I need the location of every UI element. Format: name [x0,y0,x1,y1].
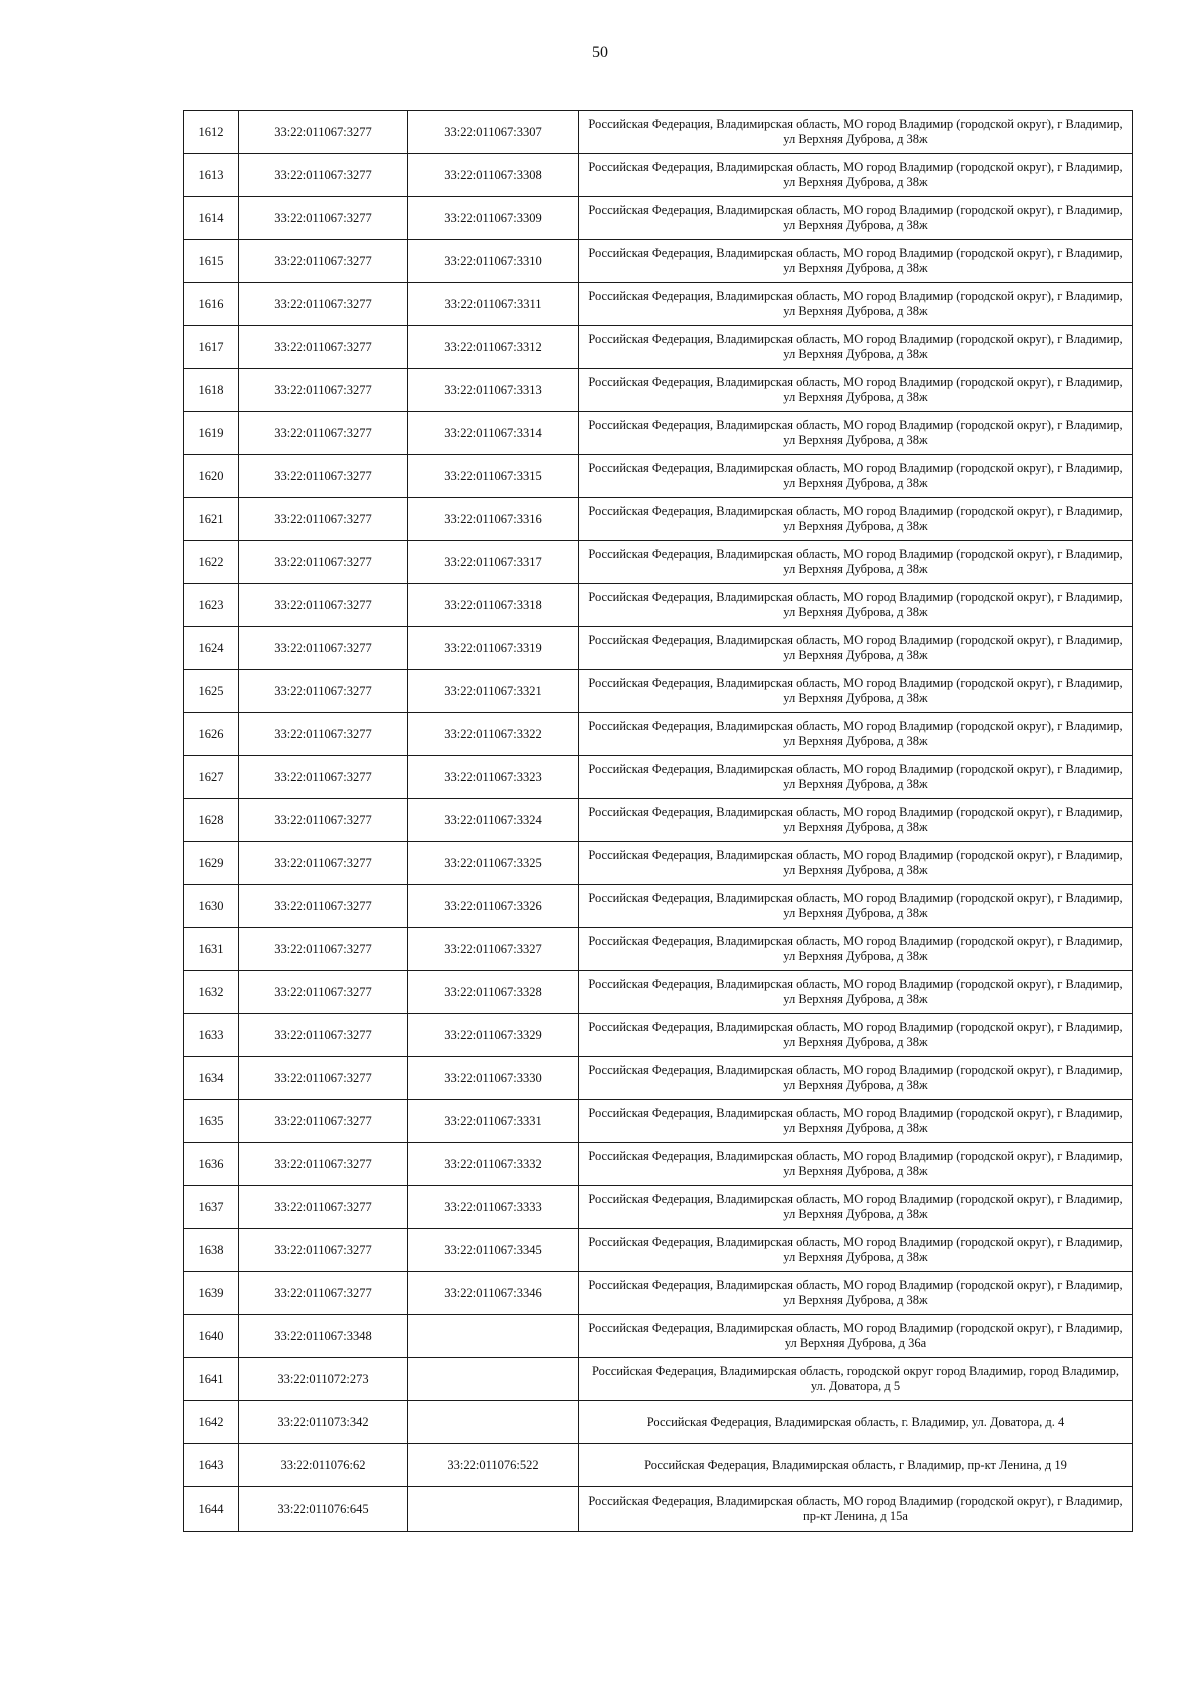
table-row [184,1100,1133,1143]
address-cell: Российская Федерация, Владимирская область, МО город Владимир (городской округ), г Владимир, ул Верхняя Дуброва, д 38ж [579,197,1133,240]
related-cadastral-number-cell [408,1358,579,1401]
cadastral-number-cell: 33:22:011067:3277 [239,455,408,498]
address-cell: Российская Федерация, Владимирская область, МО город Владимир (городской округ), г Владимир, ул Верхняя Дуброва, д 38ж [579,1143,1133,1186]
related-cadastral-number-cell: 33:22:011067:3327 [408,928,579,971]
row-number-cell: 1641 [184,1358,239,1401]
row-number-cell: 1621 [184,498,239,541]
related-cadastral-number-cell: 33:22:011067:3324 [408,799,579,842]
address-cell: Российская Федерация, Владимирская область, г. Владимир, ул. Доватора, д. 4 [579,1401,1133,1444]
related-cadastral-number-cell: 33:22:011067:3310 [408,240,579,283]
related-cadastral-number-cell: 33:22:011067:3309 [408,197,579,240]
row-number-cell: 1613 [184,154,239,197]
row-number-cell: 1616 [184,283,239,326]
row-number-cell: 1623 [184,584,239,627]
related-cadastral-number-cell: 33:22:011067:3313 [408,369,579,412]
table-row [184,885,1133,928]
cadastral-number-cell: 33:22:011067:3277 [239,971,408,1014]
address-cell: Российская Федерация, Владимирская область, МО город Владимир (городской округ), г Владимир, ул Верхняя Дуброва, д 38ж [579,756,1133,799]
table-row [184,971,1133,1014]
address-cell: Российская Федерация, Владимирская область, МО город Владимир (городской округ), г Владимир, ул Верхняя Дуброва, д 38ж [579,455,1133,498]
address-cell: Российская Федерация, Владимирская область, городской округ город Владимир, город Владимир, ул. Доватора, д 5 [579,1358,1133,1401]
table-row [184,670,1133,713]
row-number-cell: 1630 [184,885,239,928]
table-row [184,154,1133,197]
related-cadastral-number-cell: 33:22:011067:3330 [408,1057,579,1100]
address-cell: Российская Федерация, Владимирская область, МО город Владимир (городской округ), г Владимир, ул Верхняя Дуброва, д 38ж [579,1272,1133,1315]
related-cadastral-number-cell [408,1487,579,1532]
related-cadastral-number-cell: 33:22:011067:3317 [408,541,579,584]
table-row [184,240,1133,283]
table-row [184,1444,1133,1487]
related-cadastral-number-cell: 33:22:011067:3331 [408,1100,579,1143]
related-cadastral-number-cell: 33:22:011067:3329 [408,1014,579,1057]
related-cadastral-number-cell: 33:22:011067:3326 [408,885,579,928]
table-row [184,1272,1133,1315]
row-number-cell: 1634 [184,1057,239,1100]
table-row [184,756,1133,799]
cadastral-number-cell: 33:22:011067:3277 [239,885,408,928]
address-cell: Российская Федерация, Владимирская область, МО город Владимир (городской округ), г Владимир, ул Верхняя Дуброва, д 38ж [579,1186,1133,1229]
row-number-cell: 1628 [184,799,239,842]
related-cadastral-number-cell: 33:22:011067:3332 [408,1143,579,1186]
related-cadastral-number-cell: 33:22:011067:3316 [408,498,579,541]
table-row [184,283,1133,326]
address-cell: Российская Федерация, Владимирская область, МО город Владимир (городской округ), г Владимир, ул Верхняя Дуброва, д 38ж [579,1229,1133,1272]
cadastral-number-cell: 33:22:011067:3277 [239,412,408,455]
cadastral-number-cell: 33:22:011067:3277 [239,240,408,283]
table-row [184,1315,1133,1358]
table-row [184,326,1133,369]
cadastral-number-cell: 33:22:011067:3277 [239,627,408,670]
address-cell: Российская Федерация, Владимирская область, МО город Владимир (городской округ), г Владимир, ул Верхняя Дуброва, д 38ж [579,842,1133,885]
page-number: 50 [592,44,608,61]
table-row [184,1229,1133,1272]
cadastral-number-cell: 33:22:011067:3277 [239,154,408,197]
table-row [184,1186,1133,1229]
row-number-cell: 1632 [184,971,239,1014]
table-row [184,842,1133,885]
address-cell: Российская Федерация, Владимирская область, МО город Владимир (городской округ), г Владимир, ул Верхняя Дуброва, д 38ж [579,885,1133,928]
cadastral-number-cell: 33:22:011067:3277 [239,928,408,971]
table-row [184,799,1133,842]
row-number-cell: 1614 [184,197,239,240]
cadastral-number-cell: 33:22:011067:3277 [239,326,408,369]
related-cadastral-number-cell: 33:22:011067:3325 [408,842,579,885]
row-number-cell: 1640 [184,1315,239,1358]
table-row [184,197,1133,240]
address-cell: Российская Федерация, Владимирская область, МО город Владимир (городской округ), г Владимир, ул Верхняя Дуброва, д 38ж [579,584,1133,627]
cadastral-number-cell: 33:22:011076:645 [239,1487,408,1532]
cadastral-number-cell: 33:22:011067:3277 [239,1186,408,1229]
related-cadastral-number-cell: 33:22:011067:3318 [408,584,579,627]
cadastral-number-cell: 33:22:011067:3277 [239,756,408,799]
property-table-body [184,111,1133,1532]
row-number-cell: 1629 [184,842,239,885]
row-number-cell: 1625 [184,670,239,713]
row-number-cell: 1642 [184,1401,239,1444]
related-cadastral-number-cell: 33:22:011067:3319 [408,627,579,670]
related-cadastral-number-cell: 33:22:011076:522 [408,1444,579,1487]
address-cell: Российская Федерация, Владимирская область, МО город Владимир (городской округ), г Владимир, ул Верхняя Дуброва, д 36а [579,1315,1133,1358]
table-row [184,412,1133,455]
related-cadastral-number-cell: 33:22:011067:3345 [408,1229,579,1272]
table-row [184,1401,1133,1444]
row-number-cell: 1637 [184,1186,239,1229]
table-row [184,584,1133,627]
cadastral-number-cell: 33:22:011067:3277 [239,1014,408,1057]
address-cell: Российская Федерация, Владимирская область, МО город Владимир (городской округ), г Владимир, ул Верхняя Дуброва, д 38ж [579,1014,1133,1057]
cadastral-number-cell: 33:22:011067:3277 [239,111,408,154]
address-cell: Российская Федерация, Владимирская область, МО город Владимир (городской округ), г Владимир, ул Верхняя Дуброва, д 38ж [579,1100,1133,1143]
address-cell: Российская Федерация, Владимирская область, г Владимир, пр-кт Ленина, д 19 [579,1444,1133,1487]
table-row [184,111,1133,154]
row-number-cell: 1620 [184,455,239,498]
table-row [184,498,1133,541]
cadastral-number-cell: 33:22:011073:342 [239,1401,408,1444]
cadastral-number-cell: 33:22:011067:3277 [239,670,408,713]
row-number-cell: 1627 [184,756,239,799]
related-cadastral-number-cell: 33:22:011067:3312 [408,326,579,369]
address-cell: Российская Федерация, Владимирская область, МО город Владимир (городской округ), г Владимир, ул Верхняя Дуброва, д 38ж [579,541,1133,584]
cadastral-number-cell: 33:22:011067:3348 [239,1315,408,1358]
related-cadastral-number-cell: 33:22:011067:3314 [408,412,579,455]
address-cell: Российская Федерация, Владимирская область, МО город Владимир (городской округ), г Владимир, ул Верхняя Дуброва, д 38ж [579,799,1133,842]
row-number-cell: 1633 [184,1014,239,1057]
row-number-cell: 1631 [184,928,239,971]
row-number-cell: 1639 [184,1272,239,1315]
related-cadastral-number-cell: 33:22:011067:3346 [408,1272,579,1315]
row-number-cell: 1643 [184,1444,239,1487]
address-cell: Российская Федерация, Владимирская область, МО город Владимир (городской округ), г Владимир, ул Верхняя Дуброва, д 38ж [579,111,1133,154]
row-number-cell: 1638 [184,1229,239,1272]
cadastral-number-cell: 33:22:011067:3277 [239,1057,408,1100]
related-cadastral-number-cell [408,1315,579,1358]
related-cadastral-number-cell: 33:22:011067:3308 [408,154,579,197]
row-number-cell: 1636 [184,1143,239,1186]
address-cell: Российская Федерация, Владимирская область, МО город Владимир (городской округ), г Владимир, ул Верхняя Дуброва, д 38ж [579,412,1133,455]
cadastral-number-cell: 33:22:011067:3277 [239,1143,408,1186]
property-table [183,110,1133,1532]
cadastral-number-cell: 33:22:011067:3277 [239,1100,408,1143]
row-number-cell: 1618 [184,369,239,412]
related-cadastral-number-cell: 33:22:011067:3328 [408,971,579,1014]
table-row [184,1487,1133,1532]
table-row [184,369,1133,412]
address-cell: Российская Федерация, Владимирская область, МО город Владимир (городской округ), г Владимир, ул Верхняя Дуброва, д 38ж [579,670,1133,713]
cadastral-number-cell: 33:22:011067:3277 [239,197,408,240]
cadastral-number-cell: 33:22:011067:3277 [239,713,408,756]
related-cadastral-number-cell: 33:22:011067:3307 [408,111,579,154]
cadastral-number-cell: 33:22:011067:3277 [239,1272,408,1315]
table-row [184,455,1133,498]
row-number-cell: 1644 [184,1487,239,1532]
related-cadastral-number-cell: 33:22:011067:3333 [408,1186,579,1229]
cadastral-number-cell: 33:22:011067:3277 [239,541,408,584]
cadastral-number-cell: 33:22:011067:3277 [239,799,408,842]
table-row [184,627,1133,670]
address-cell: Российская Федерация, Владимирская область, МО город Владимир (городской округ), г Владимир, ул Верхняя Дуброва, д 38ж [579,713,1133,756]
address-cell: Российская Федерация, Владимирская область, МО город Владимир (городской округ), г Владимир, ул Верхняя Дуброва, д 38ж [579,627,1133,670]
row-number-cell: 1635 [184,1100,239,1143]
address-cell: Российская Федерация, Владимирская область, МО город Владимир (городской округ), г Владимир, пр-кт Ленина, д 15а [579,1487,1133,1532]
address-cell: Российская Федерация, Владимирская область, МО город Владимир (городской округ), г Владимир, ул Верхняя Дуброва, д 38ж [579,240,1133,283]
table-row [184,713,1133,756]
related-cadastral-number-cell: 33:22:011067:3315 [408,455,579,498]
table-row [184,928,1133,971]
row-number-cell: 1615 [184,240,239,283]
table-row [184,1057,1133,1100]
address-cell: Российская Федерация, Владимирская область, МО город Владимир (городской округ), г Владимир, ул Верхняя Дуброва, д 38ж [579,326,1133,369]
address-cell: Российская Федерация, Владимирская область, МО город Владимир (городской округ), г Владимир, ул Верхняя Дуброва, д 38ж [579,154,1133,197]
cadastral-number-cell: 33:22:011067:3277 [239,498,408,541]
address-cell: Российская Федерация, Владимирская область, МО город Владимир (городской округ), г Владимир, ул Верхняя Дуброва, д 38ж [579,1057,1133,1100]
related-cadastral-number-cell: 33:22:011067:3321 [408,670,579,713]
cadastral-number-cell: 33:22:011072:273 [239,1358,408,1401]
row-number-cell: 1617 [184,326,239,369]
cadastral-number-cell: 33:22:011067:3277 [239,584,408,627]
cadastral-number-cell: 33:22:011076:62 [239,1444,408,1487]
related-cadastral-number-cell: 33:22:011067:3322 [408,713,579,756]
table-row [184,541,1133,584]
address-cell: Российская Федерация, Владимирская область, МО город Владимир (городской округ), г Владимир, ул Верхняя Дуброва, д 38ж [579,283,1133,326]
cadastral-number-cell: 33:22:011067:3277 [239,842,408,885]
row-number-cell: 1622 [184,541,239,584]
address-cell: Российская Федерация, Владимирская область, МО город Владимир (городской округ), г Владимир, ул Верхняя Дуброва, д 38ж [579,928,1133,971]
cadastral-number-cell: 33:22:011067:3277 [239,283,408,326]
related-cadastral-number-cell: 33:22:011067:3323 [408,756,579,799]
address-cell: Российская Федерация, Владимирская область, МО город Владимир (городской округ), г Владимир, ул Верхняя Дуброва, д 38ж [579,971,1133,1014]
address-cell: Российская Федерация, Владимирская область, МО город Владимир (городской округ), г Владимир, ул Верхняя Дуброва, д 38ж [579,369,1133,412]
row-number-cell: 1624 [184,627,239,670]
table-row [184,1014,1133,1057]
related-cadastral-number-cell [408,1401,579,1444]
address-cell: Российская Федерация, Владимирская область, МО город Владимир (городской округ), г Владимир, ул Верхняя Дуброва, д 38ж [579,498,1133,541]
row-number-cell: 1619 [184,412,239,455]
cadastral-number-cell: 33:22:011067:3277 [239,369,408,412]
table-row [184,1358,1133,1401]
table-row [184,1143,1133,1186]
related-cadastral-number-cell: 33:22:011067:3311 [408,283,579,326]
cadastral-number-cell: 33:22:011067:3277 [239,1229,408,1272]
row-number-cell: 1626 [184,713,239,756]
row-number-cell: 1612 [184,111,239,154]
